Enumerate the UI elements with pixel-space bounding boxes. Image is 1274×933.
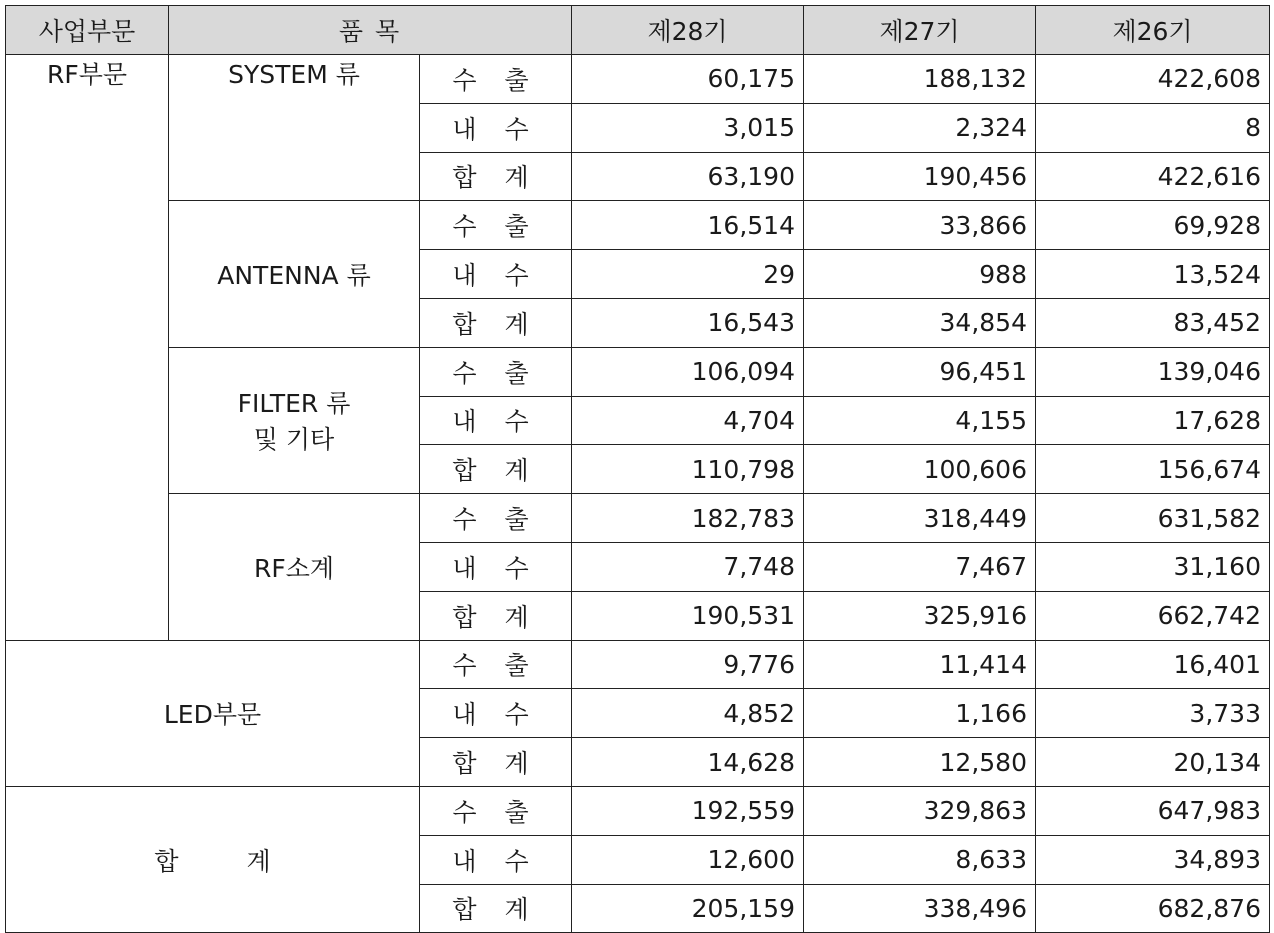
cell-value: 60,175 [572,55,804,104]
segment-rf: RF부문 [6,55,169,641]
type-domestic: 내 수 [420,835,572,884]
cell-value: 31,160 [1036,542,1270,591]
item-filter-line1: FILTER 류 [237,389,351,419]
cell-value: 34,854 [804,298,1036,347]
cell-value: 318,449 [804,494,1036,543]
type-domestic: 내 수 [420,542,572,591]
table-row [6,347,1270,396]
type-export: 수 출 [420,347,572,396]
type-export: 수 출 [420,494,572,543]
cell-value: 4,155 [804,396,1036,445]
cell-value: 20,134 [1036,738,1270,787]
type-domestic: 내 수 [420,250,572,299]
cell-value: 33,866 [804,201,1036,250]
type-sum: 합 계 [420,298,572,347]
segment-total: 합 계 [6,786,420,932]
item-rf-subtotal: RF소계 [169,494,420,640]
cell-value: 9,776 [572,640,804,689]
table-row [6,786,1270,835]
cell-value: 17,628 [1036,396,1270,445]
header-period-28: 제28기 [572,6,804,55]
cell-value: 190,531 [572,591,804,640]
cell-value: 4,704 [572,396,804,445]
cell-value: 12,580 [804,738,1036,787]
cell-value: 2,324 [804,103,1036,152]
cell-value: 8 [1036,103,1270,152]
type-sum: 합 계 [420,591,572,640]
cell-value: 988 [804,250,1036,299]
cell-value: 3,015 [572,103,804,152]
type-export: 수 출 [420,55,572,104]
cell-value: 647,983 [1036,786,1270,835]
cell-value: 192,559 [572,786,804,835]
cell-value: 83,452 [1036,298,1270,347]
header-period-26: 제26기 [1036,6,1270,55]
item-filter [169,347,420,493]
type-domestic: 내 수 [420,689,572,738]
item-filter-line2: 및 기타 [253,425,335,455]
cell-value: 16,514 [572,201,804,250]
cell-value: 338,496 [804,884,1036,933]
cell-value: 422,608 [1036,55,1270,104]
cell-value: 110,798 [572,445,804,494]
header-row [6,6,1270,55]
cell-value: 205,159 [572,884,804,933]
cell-value: 662,742 [1036,591,1270,640]
header-item: 품 목 [169,6,572,55]
cell-value: 63,190 [572,152,804,201]
type-domestic: 내 수 [420,396,572,445]
cell-value: 8,633 [804,835,1036,884]
cell-value: 7,748 [572,542,804,591]
cell-value: 12,600 [572,835,804,884]
table-row [6,201,1270,250]
type-sum: 합 계 [420,445,572,494]
cell-value: 682,876 [1036,884,1270,933]
cell-value: 106,094 [572,347,804,396]
item-system: SYSTEM 류 [169,55,420,201]
cell-value: 1,166 [804,689,1036,738]
cell-value: 3,733 [1036,689,1270,738]
cell-value: 34,893 [1036,835,1270,884]
type-export: 수 출 [420,786,572,835]
cell-value: 29 [572,250,804,299]
cell-value: 422,616 [1036,152,1270,201]
cell-value: 631,582 [1036,494,1270,543]
cell-value: 16,401 [1036,640,1270,689]
segment-led: LED부문 [6,640,420,786]
header-segment: 사업부문 [6,6,169,55]
item-antenna: ANTENNA 류 [169,201,420,347]
cell-value: 14,628 [572,738,804,787]
cell-value: 100,606 [804,445,1036,494]
cell-value: 11,414 [804,640,1036,689]
cell-value: 16,543 [572,298,804,347]
type-sum: 합 계 [420,884,572,933]
type-sum: 합 계 [420,152,572,201]
cell-value: 182,783 [572,494,804,543]
cell-value: 139,046 [1036,347,1270,396]
cell-value: 7,467 [804,542,1036,591]
type-domestic: 내 수 [420,103,572,152]
header-period-27: 제27기 [804,6,1036,55]
table-row [6,640,1270,689]
table-row [6,55,1270,104]
cell-value: 69,928 [1036,201,1270,250]
cell-value: 4,852 [572,689,804,738]
type-export: 수 출 [420,201,572,250]
cell-value: 156,674 [1036,445,1270,494]
cell-value: 96,451 [804,347,1036,396]
table-row [6,494,1270,543]
cell-value: 190,456 [804,152,1036,201]
type-sum: 합 계 [420,738,572,787]
type-export: 수 출 [420,640,572,689]
cell-value: 329,863 [804,786,1036,835]
sales-table [5,5,1270,933]
cell-value: 325,916 [804,591,1036,640]
cell-value: 188,132 [804,55,1036,104]
cell-value: 13,524 [1036,250,1270,299]
